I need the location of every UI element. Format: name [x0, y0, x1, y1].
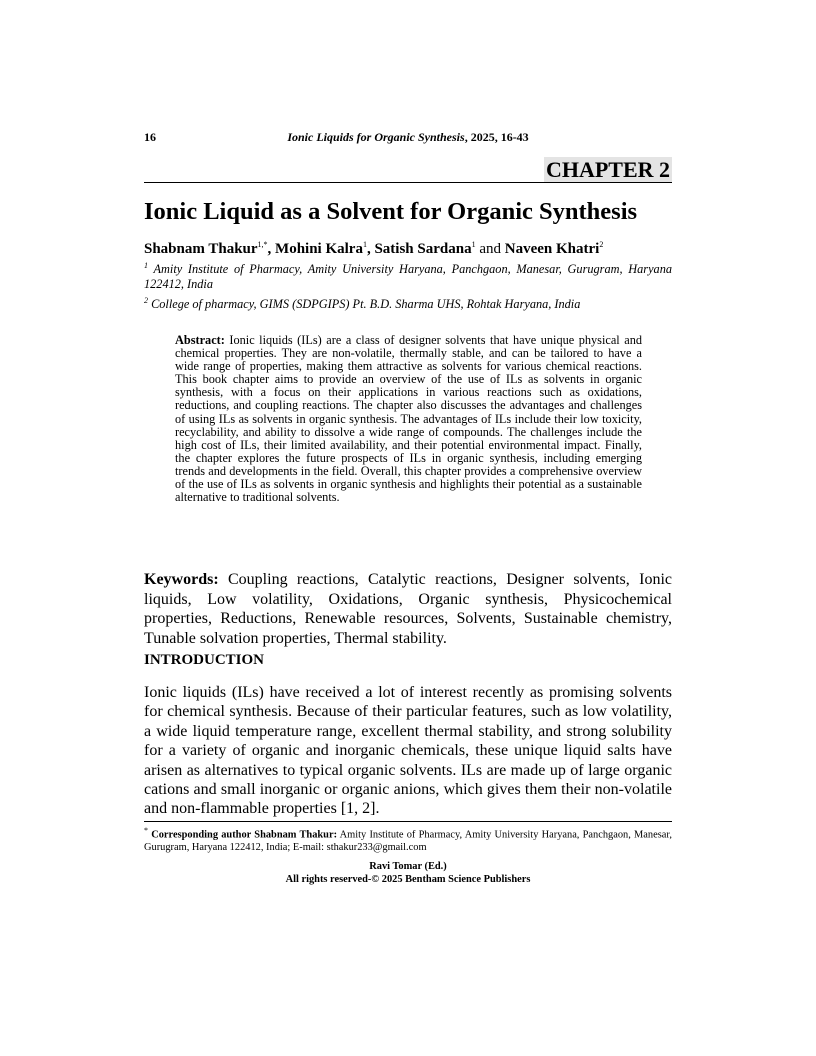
author-name: Shabnam Thakur [144, 241, 258, 257]
abstract-label: Abstract: [175, 333, 225, 347]
page-number: 16 [144, 130, 156, 144]
introduction-paragraph: Ionic liquids (ILs) have received a lot of interest recently as promising solvents for chemical synthesis. Because of their particular features, such as low volatility, a wide liquid temperature range, excellent thermal stability, and strong solubility for a variety of organic and inorganic chemicals, these unique liquid salts have arisen as alternatives to typical organic solvents. ILs are made up of large organic cations and small inorganic or organic anions, which gives them their non-volatile and non-flammable properties [1, 2]. [144, 684, 672, 818]
book-title: Ionic Liquids for Organic Synthesis [287, 130, 465, 144]
affiliation-1 [144, 258, 672, 292]
header-rule [144, 182, 672, 183]
chapter-label: CHAPTER 2 [545, 157, 670, 182]
publisher-info [144, 860, 672, 886]
abstract [175, 334, 642, 504]
keywords [144, 570, 672, 648]
affil-mark: 2 [144, 296, 148, 305]
author-name: Mohini Kalra [275, 241, 363, 257]
chapter-title: Ionic Liquid as a Solvent for Organic Synthesis [144, 198, 638, 225]
running-header [144, 130, 672, 146]
section-heading-introduction: INTRODUCTION [144, 652, 265, 668]
editor-line: Ravi Tomar (Ed.) [369, 861, 447, 872]
author-affil-mark: 2 [599, 240, 604, 249]
running-title [144, 130, 672, 145]
author-name: Satish Sardana [374, 241, 472, 257]
author-sep: , [267, 241, 276, 257]
author-name: Naveen Khatri [504, 241, 600, 257]
footnote-mark: * [144, 826, 148, 835]
affil-mark: 1 [144, 261, 148, 270]
author-sep: and [475, 241, 505, 257]
book-info: , 2025, 16-43 [464, 130, 529, 144]
affiliation-2 [144, 293, 672, 312]
affil-text: Amity Institute of Pharmacy, Amity University Haryana, Panchgaon, Manesar, Gurugram, Haryana 122412, India [144, 262, 672, 292]
keywords-text: Coupling reactions, Catalytic reactions, Designer solvents, Ionic liquids, Low volatility, Oxidations, Organic synthesis, Physicochemical properties, Reductions, Renewable resources, Solvents, Sustainable chemistry, Tunable solvation properties, Thermal stability. [144, 571, 672, 647]
author-affil-mark: 1 [362, 240, 367, 249]
footnote-label: Corresponding author Shabnam Thakur: [148, 829, 338, 841]
author-sep: , [366, 241, 375, 257]
footnote-rule [144, 821, 672, 822]
keywords-label: Keywords: [144, 571, 219, 588]
abstract-text: Ionic liquids (ILs) are a class of designer solvents that have unique physical and chemical properties. They are non-volatile, thermally stable, and can be tailored to have a wide range of properties, making them attractive as solvents for various chemical reactions. This book chapter aims to provide an overview of the use of ILs as solvents in organic synthesis, with a focus on their applications in various reactions such as oxidations, reductions, and coupling reactions. The chapter also discusses the advantages and challenges of using ILs as solvents in organic synthesis. The advantages of ILs include their low toxicity, recyclability, and ability to dissolve a wide range of compounds. The challenges include the high cost of ILs, their limited availability, and their potential environmental impact. Finally, the chapter explores the future prospects of ILs in organic synthesis, including emerging trends and developments in the field. Overall, this chapter provides a comprehensive overview of the use of ILs as solvents in organic synthesis and highlights their potential as a sustainable alternative to traditional solvents. [175, 333, 642, 505]
copyright-line: All rights reserved-© 2025 Bentham Science Publishers [285, 874, 531, 885]
author-affil-mark: 1,* [257, 240, 268, 249]
footnote-text: Amity Institute of Pharmacy, Amity University Haryana, Panchgaon, Manesar, Gurugram, Haryana 122412, India; E-mail: sthakur233@gmail.com [144, 829, 672, 854]
author-list [144, 236, 684, 258]
author-affil-mark: 1 [471, 240, 476, 249]
corresponding-author-footnote [144, 824, 672, 854]
affil-text: College of pharmacy, GIMS (SDPGIPS) Pt. B.D. Sharma UHS, Rohtak Haryana, India [148, 297, 581, 312]
